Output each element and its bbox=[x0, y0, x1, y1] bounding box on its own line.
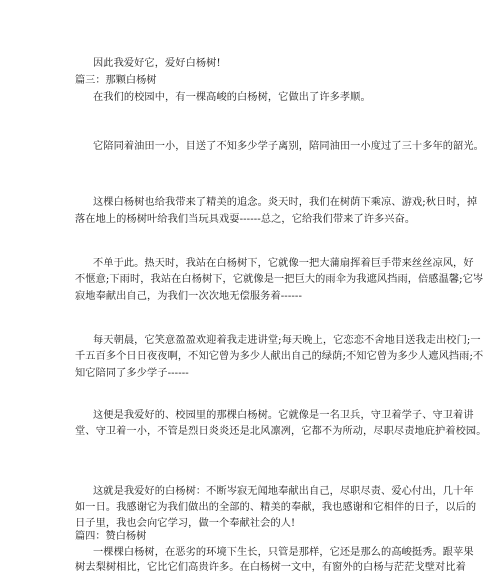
text-line: 不单于此。热天时，我站在白杨树下，它就像一把大蒲扇挥着巨手带来丝丝凉风，好 bbox=[93, 258, 474, 269]
text-line: 因此我爱好它，爱好白杨树! bbox=[93, 58, 221, 69]
text-line: 一棵棵白杨树，在恶劣的环境下生长，只管是那样，它还是那么的高峻挺秀。跟苹果 bbox=[93, 547, 474, 558]
section-heading: 篇四：赞白杨树 bbox=[75, 531, 147, 542]
text-line: 树去梨树相比，它比它们高贵许多。在白杨树一文中，有窗外的白杨与茫茫戈壁对比着 bbox=[75, 562, 466, 573]
text-line: 日子里，我也会向它学习，做一个奉献社会的人! bbox=[75, 518, 296, 529]
text-line: 如一日。我感谢它为我们做出的全部的、精美的奉献，我也感谢和它相伴的日子，以后的 bbox=[75, 502, 477, 513]
text-line: 这棵白杨树也给我带来了精美的追念。炎天时，我们在树荫下乘凉、游戏;秋日时，掉 bbox=[93, 197, 478, 208]
text-line: 这就是我爱好的白杨树：不断岑寂无闻地奉献出自己，尽职尽责、爱心付出，几十年 bbox=[93, 486, 474, 497]
text-line: 寂地奉献出自己，为我们一次次地无偿服务着------ bbox=[75, 291, 303, 302]
text-line: 这便是我爱好的、校园里的那棵白杨树。它就像是一名卫兵，守卫着学子、守卫着讲 bbox=[93, 410, 474, 421]
text-line: 知它陪同了多少学子------ bbox=[75, 368, 189, 379]
text-line: 不惬意;下雨时，我站在白杨树下，它就像是一把巨大的雨伞为我遮风挡雨，倍感温馨;它岑 bbox=[75, 274, 484, 285]
text-line: 它陪同着油田一小，目送了不知多少学子离别，陪同油田一小度过了三十多年的韶光。 bbox=[93, 141, 484, 152]
section-heading: 篇三：那颗白杨树 bbox=[75, 75, 157, 86]
text-line: 千五百多个日日夜夜啊，不知它曾为多少人献出自己的绿荫;不知它曾为多少人遮风挡雨;不 bbox=[75, 351, 484, 362]
text-line: 堂、守卫着一小，不管是烈日炎炎还是北风凛冽，它都不为所动，尽职尽责地庇护着校园。 bbox=[75, 426, 487, 437]
text-line: 落在地上的杨树叶给我们当玩具戏耍------总之，它给我们带来了许多兴奋。 bbox=[75, 214, 416, 225]
text-line: 在我们的校园中，有一棵高峻的白杨树，它做出了许多孝顺。 bbox=[93, 92, 371, 103]
text-line: 每天朝晨，它笑意盈盈欢迎着我走进讲堂;每天晚上，它恋恋不舍地目送我走出校门;一 bbox=[93, 335, 481, 346]
